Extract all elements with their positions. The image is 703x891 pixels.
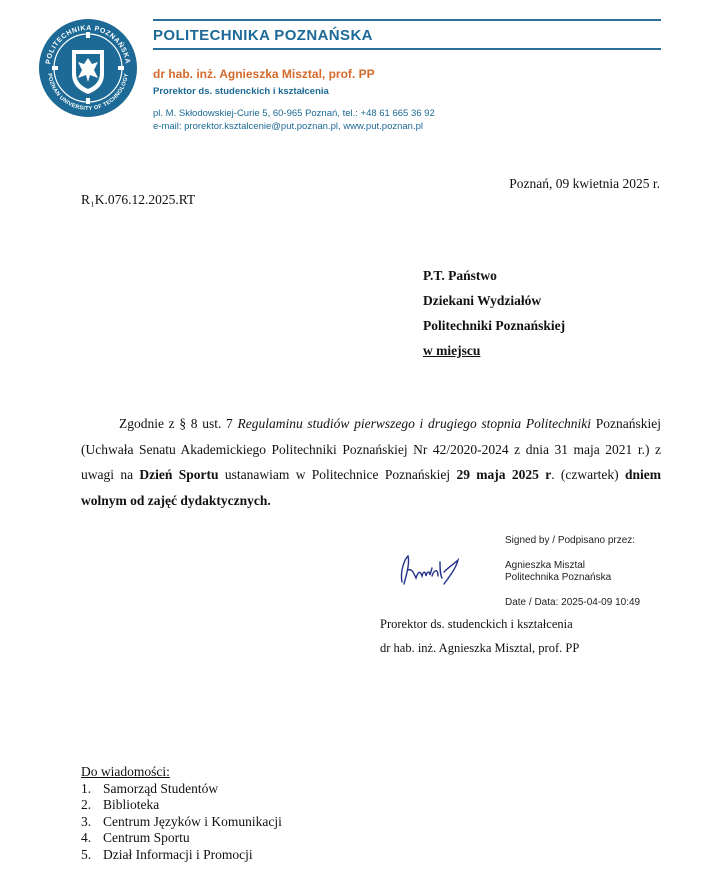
header-contact: e-mail: prorektor.ksztalcenie@put.poznan.pl, www.put.poznan.pl	[153, 121, 423, 132]
header-rule-top	[153, 19, 661, 21]
signed-date: Date / Data: 2025-04-09 10:49	[505, 597, 641, 608]
list-item: 2. Biblioteka	[81, 797, 160, 813]
list-item: 3. Centrum Języków i Komunikacji	[81, 813, 282, 829]
distribution-list	[81, 764, 282, 864]
event-date: 29 maja 2025 r	[456, 467, 552, 482]
recipient-line-1: P.T. Państwo	[423, 268, 497, 283]
list-item: 5. Dział Informacji i Promocji	[81, 846, 253, 862]
signer-name: Agnieszka Misztal	[505, 560, 586, 571]
regulation-title: Regulaminu studiów pierwszego i drugiego stopnia Politechniki	[237, 416, 592, 431]
signatory-role: Prorektor ds. studenckich i kształcenia	[380, 617, 573, 631]
university-name: POLITECHNIKA POZNAŃSKA	[153, 27, 373, 44]
logo-text-bottom: POZNAN UNIVERSITY OF TECHNOLOGY	[46, 72, 130, 113]
header-person-role: Prorektor ds. studenckich i kształcenia	[153, 86, 329, 97]
recipient-line-3: Politechniki Poznańskiej	[423, 318, 566, 333]
handwritten-signature	[392, 550, 476, 590]
recipient-line-2: Dziekani Wydziałów	[423, 293, 542, 308]
reference-number: R₁K.076.12.2025.RT	[81, 192, 196, 207]
header-address: pl. M. Skłodowskiej-Curie 5, 60-965 Poznań, tel.: +48 61 665 36 92	[153, 108, 435, 119]
signer-org: Politechnika Poznańska	[505, 572, 612, 583]
list-item: 1. Samorząd Studentów	[81, 780, 219, 796]
header-rule-bottom	[153, 48, 661, 50]
place-date: Poznań, 09 kwietnia 2025 r.	[509, 176, 660, 191]
header-person-name: dr hab. inż. Agnieszka Misztal, prof. PP	[153, 67, 375, 81]
distribution-heading: Do wiadomości:	[81, 764, 170, 779]
list-item: 4. Centrum Sportu	[81, 830, 190, 846]
letter-body: Zgodnie z § 8 ust. 7 Regulaminu studiów pierwszego i drugiego stopnia Politechniki Poznańskiej (Uchwała Senatu Akademickiego Politechniki Poznańskiej Nr 42/2020-2024 z dnia 31 maja 2021 r.) z uwagi na Dzień Sportu ustanawiam w Politechnice Poznańskiej 29 maja 2025 r. (czwartek) dniem wolnym od zajęć dydaktycznych.	[81, 416, 661, 508]
university-logo	[38, 18, 138, 118]
signatory-name: dr hab. inż. Agnieszka Misztal, prof. PP	[380, 641, 580, 655]
event-name: Dzień Sportu	[139, 467, 219, 482]
decision-text: dniem wolnym od zajęć dydaktycznych.	[81, 467, 661, 508]
logo-text-top: POLITECHNIKA POZNAŃSKA	[45, 24, 131, 65]
recipient-line-4: w miejscu	[423, 343, 481, 358]
signed-by-label: Signed by / Podpisano przez:	[505, 535, 636, 546]
